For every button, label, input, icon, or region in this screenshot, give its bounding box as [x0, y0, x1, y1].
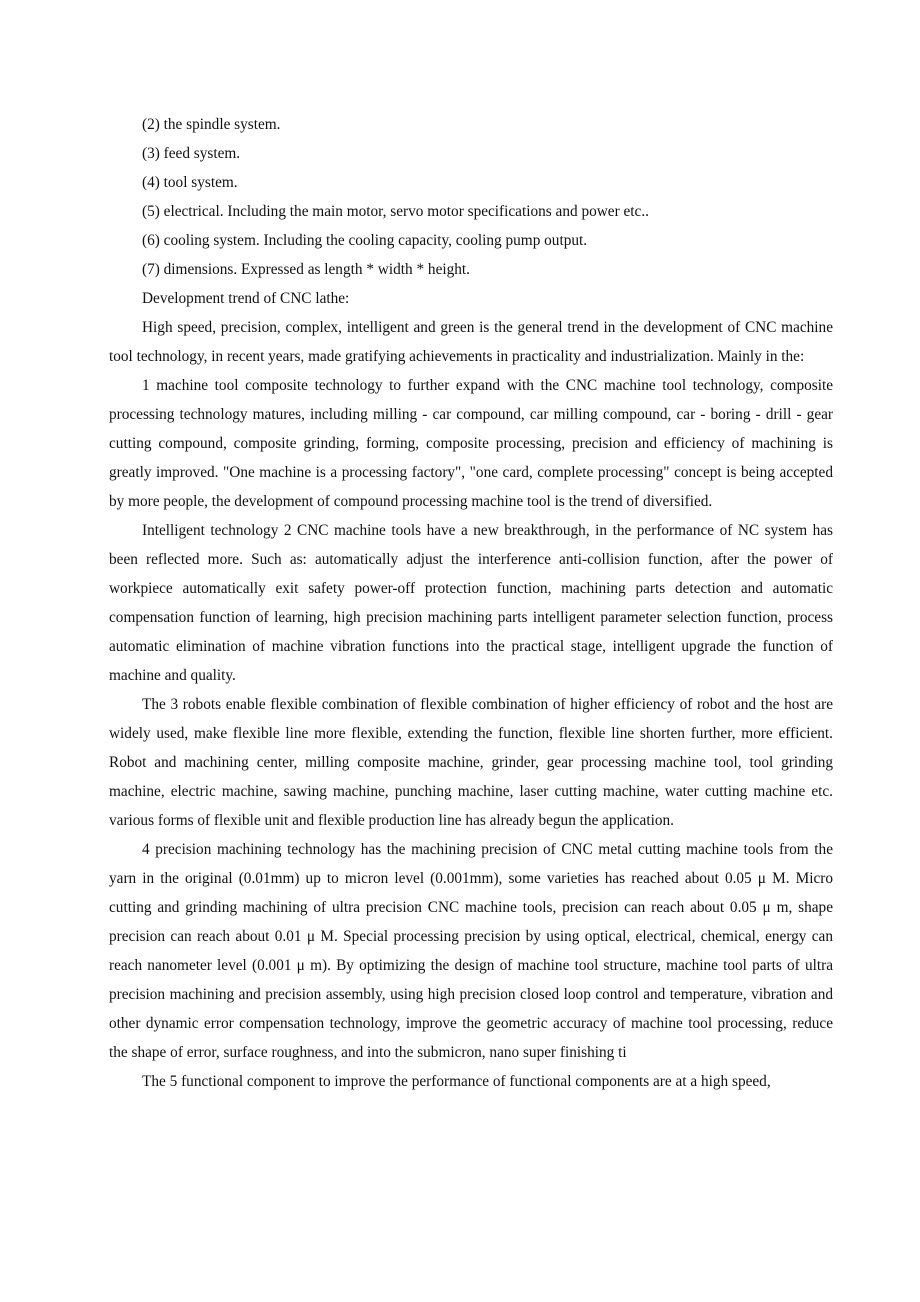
paragraph-robots: The 3 robots enable flexible combination of flexible combination of higher efficiency of robot and the host are widely used, make flexible line more flexible, extending the function, flexible line shorten further, more efficient. Robot and machining center, milling composite machine, grinder, gear processing machine tool, tool grinding machine, electric machine, sawing machine, punching machine, laser cutting machine, water cutting machine etc. various forms of flexible unit and flexible production line has already begun the application. — [109, 696, 833, 829]
paragraph-precision-machining: 4 precision machining technology has the machining precision of CNC metal cutting machine tools from the yarn in the original (0.01mm) up to micron level (0.001mm), some varieties has reached about 0.05 μ M. Micro cutting and grinding machining of ultra precision CNC machine tools, precision can reach about 0.05 μ m, shape precision can reach about 0.01 μ M. Special processing precision by using optical, electrical, chemical, energy can reach nanometer level (0.001 μ m). By optimizing the design of machine tool structure, machine tool parts of ultra precision machining and precision assembly, using high precision closed loop control and temperature, vibration and other dynamic error compensation technology, improve the geometric accuracy of machine tool processing, reduce the shape of error, surface roughness, and into the submicron, nano super finishing ti — [109, 841, 833, 1061]
list-item-tool-system: (4) tool system. — [142, 174, 238, 191]
paragraph-functional-component: The 5 functional component to improve the performance of functional components are at a high speed, — [142, 1073, 771, 1090]
paragraph-composite-technology: 1 machine tool composite technology to further expand with the CNC machine tool technology, composite processing technology matures, including milling - car compound, car milling compound, car - boring - drill - gear cutting compound, composite grinding, forming, composite processing, precision and efficiency of machining is greatly improved. "One machine is a processing factory", "one card, complete processing" concept is being accepted by more people, the development of compound processing machine tool is the trend of diversified. — [109, 377, 833, 510]
section-heading: Development trend of CNC lathe: — [142, 290, 350, 307]
list-item-feed-system: (3) feed system. — [142, 145, 241, 162]
list-item-spindle-system: (2) the spindle system. — [142, 116, 281, 133]
document-body — [109, 110, 833, 1096]
list-item-electrical: (5) electrical. Including the main motor, servo motor specifications and power etc.. — [142, 203, 649, 220]
paragraph-general-trend: High speed, precision, complex, intelligent and green is the general trend in the development of CNC machine tool technology, in recent years, made gratifying achievements in practicality and industrialization. Mainly in the: — [109, 319, 833, 365]
list-item-dimensions: (7) dimensions. Expressed as length * width * height. — [142, 261, 470, 278]
list-item-cooling-system: (6) cooling system. Including the cooling capacity, cooling pump output. — [142, 232, 588, 249]
paragraph-intelligent-technology: Intelligent technology 2 CNC machine tools have a new breakthrough, in the performance of NC system has been reflected more. Such as: automatically adjust the interference anti-collision function, after the power of workpiece automatically exit safety power-off protection function, machining parts detection and automatic compensation function of learning, high precision machining parts intelligent parameter selection function, process automatic elimination of machine vibration functions into the practical stage, intelligent upgrade the function of machine and quality. — [109, 522, 833, 684]
